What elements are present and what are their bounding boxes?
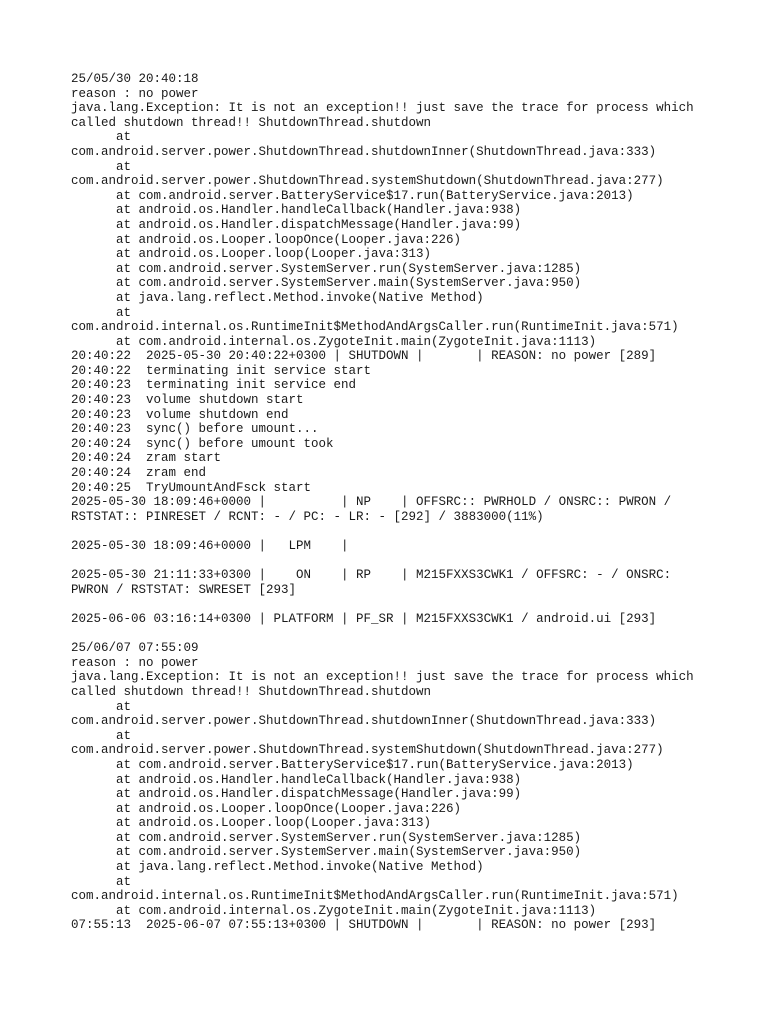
log-line: com.android.server.power.ShutdownThread.shutdownInner(ShutdownThread.java:333) [71,714,657,729]
log-line: at [71,305,132,320]
log-line: 20:40:23 sync() before umount... [71,422,319,437]
log-line: reason : no power [71,655,199,670]
log-line: 20:40:23 volume shutdown start [71,393,304,408]
log-line: 20:40:24 zram start [71,451,222,466]
log-line: 2025-06-06 03:16:14+0300 | PLATFORM | PF_SR | M215FXXS3CWK1 / android.ui [293] [71,611,657,626]
blank-line [71,597,751,612]
log-line: at com.android.server.SystemServer.main(SystemServer.java:950) [71,845,582,860]
log-line: 07:55:13 2025-06-07 07:55:13+0300 | SHUTDOWN | | REASON: no power [293] [71,918,657,933]
log-line: 20:40:23 volume shutdown end [71,407,289,422]
log-line: com.android.internal.os.RuntimeInit$MethodAndArgsCaller.run(RuntimeInit.java:571) [71,320,679,335]
blank-line [71,627,751,642]
log-line: at [71,874,132,889]
log-line: at com.android.server.BatteryService$17.run(BatteryService.java:2013) [71,188,634,203]
log-line: 20:40:24 zram end [71,466,207,481]
log-line: 20:40:23 terminating init service end [71,378,357,393]
log-line: 2025-05-30 21:11:33+0300 | ON | RP | M215FXXS3CWK1 / OFFSRC: - / ONSRC: [71,568,672,583]
log-document [71,72,751,933]
log-line: at com.android.server.SystemServer.run(SystemServer.java:1285) [71,261,582,276]
log-line: at com.android.server.BatteryService$17.run(BatteryService.java:2013) [71,757,634,772]
log-line: at android.os.Looper.loop(Looper.java:313) [71,247,432,262]
log-line: at android.os.Handler.handleCallback(Handler.java:938) [71,203,522,218]
log-line: 20:40:24 sync() before umount took [71,436,334,451]
log-line: java.lang.Exception: It is not an exception!! just save the trace for process which [71,101,694,116]
log-line: at android.os.Looper.loop(Looper.java:313) [71,816,432,831]
blank-line [71,524,751,539]
log-line: com.android.server.power.ShutdownThread.systemShutdown(ShutdownThread.java:277) [71,174,664,189]
log-line: at java.lang.reflect.Method.invoke(Native Method) [71,860,484,875]
log-line: com.android.server.power.ShutdownThread.systemShutdown(ShutdownThread.java:277) [71,743,664,758]
log-line: RSTSTAT:: PINRESET / RCNT: - / PC: - LR: - [292] / 3883000(11%) [71,509,544,524]
log-line: com.android.server.power.ShutdownThread.shutdownInner(ShutdownThread.java:333) [71,144,657,159]
log-line: PWRON / RSTSTAT: SWRESET [293] [71,582,297,597]
log-line: at android.os.Handler.handleCallback(Handler.java:938) [71,772,522,787]
log-line: called shutdown thread!! ShutdownThread.shutdown [71,684,432,699]
log-line: called shutdown thread!! ShutdownThread.shutdown [71,115,432,130]
log-line: at [71,130,132,145]
log-line: at [71,699,132,714]
log-line: at com.android.internal.os.ZygoteInit.main(ZygoteInit.java:1113) [71,903,597,918]
log-line: at android.os.Handler.dispatchMessage(Handler.java:99) [71,787,522,802]
log-line: at com.android.server.SystemServer.run(SystemServer.java:1285) [71,830,582,845]
log-line: 20:40:22 terminating init service start [71,363,372,378]
log-line: 2025-05-30 18:09:46+0000 | LPM | [71,539,349,553]
log-line: at android.os.Looper.loopOnce(Looper.java:226) [71,801,462,816]
log-line: at [71,159,132,174]
log-line: at android.os.Looper.loopOnce(Looper.java:226) [71,232,462,247]
log-line: java.lang.Exception: It is not an exception!! just save the trace for process which [71,670,694,685]
log-line: at java.lang.reflect.Method.invoke(Native Method) [71,290,484,305]
log-line: at com.android.server.SystemServer.main(SystemServer.java:950) [71,276,582,291]
log-line: 20:40:22 2025-05-30 20:40:22+0300 | SHUTDOWN | | REASON: no power [289] [71,349,657,364]
log-line: reason : no power [71,86,199,101]
log-line: 20:40:25 TryUmountAndFsck start [71,480,312,495]
blank-line [71,554,751,569]
log-line: 25/06/07 07:55:09 [71,641,199,656]
log-line: at android.os.Handler.dispatchMessage(Handler.java:99) [71,217,522,232]
log-line: at [71,728,132,743]
log-line: com.android.internal.os.RuntimeInit$MethodAndArgsCaller.run(RuntimeInit.java:571) [71,889,679,904]
log-line: 25/05/30 20:40:18 [71,72,199,86]
log-line: at com.android.internal.os.ZygoteInit.main(ZygoteInit.java:1113) [71,334,597,349]
log-line: 2025-05-30 18:09:46+0000 | | NP | OFFSRC:: PWRHOLD / ONSRC:: PWRON / [71,495,672,510]
